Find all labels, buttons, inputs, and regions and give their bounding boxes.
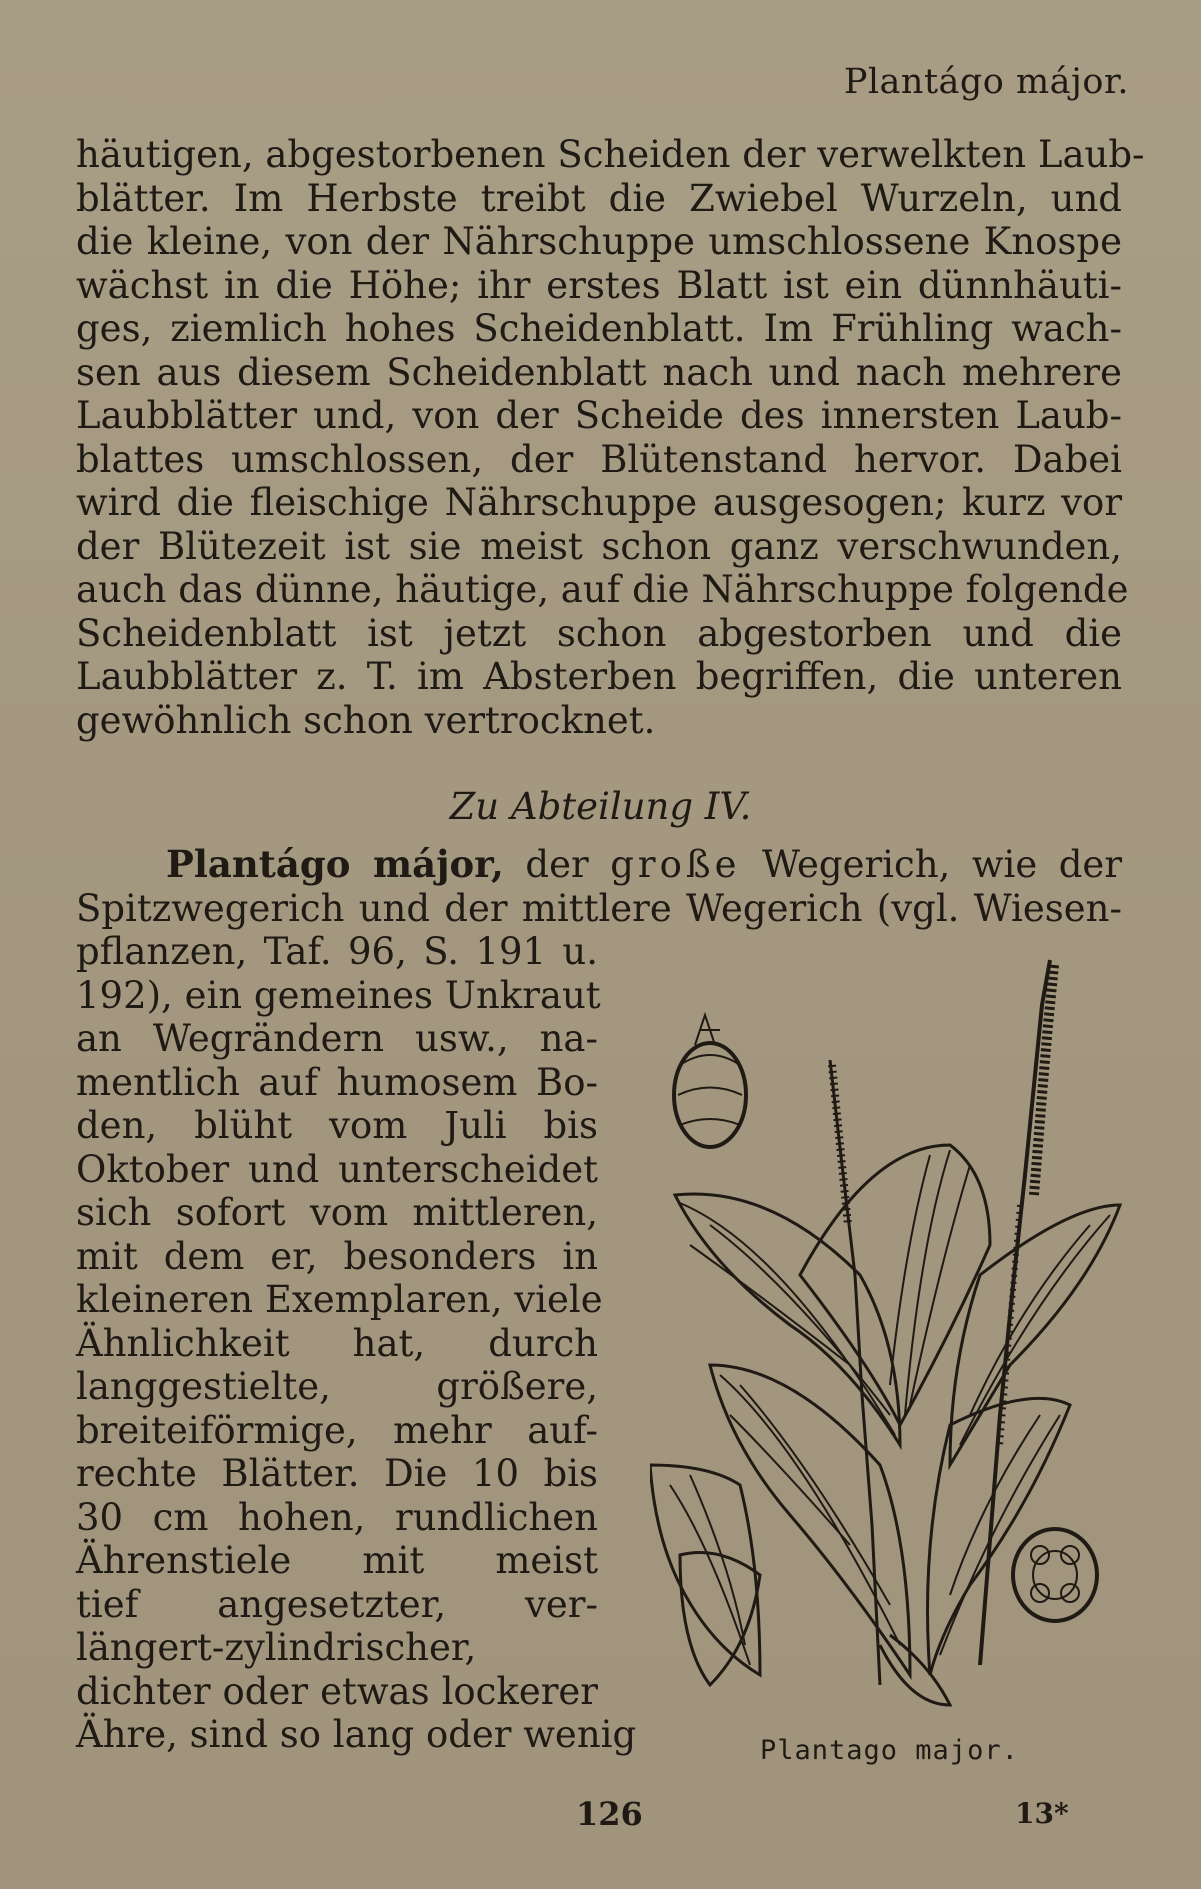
text-line: rechte Blätter. Die 10 bis bbox=[76, 1452, 598, 1495]
species-name: Plantágo májor, bbox=[166, 842, 504, 886]
lead-line-1: Plantágo májor, der große Wegerich, wie der bbox=[166, 842, 1123, 886]
text-line: 30 cm hohen, rundlichen bbox=[76, 1495, 598, 1539]
text-line: gewöhnlich schon vertrocknet. bbox=[76, 698, 656, 742]
text-line: Laubblätter und, von der Scheide des innersten Laub- bbox=[76, 394, 1122, 437]
text-line: blätter. Im Herbste treibt die Zwiebel Wurzeln, und bbox=[76, 176, 1122, 220]
text-line: an Wegrändern usw., na- bbox=[76, 1017, 598, 1060]
page-number: 126 bbox=[576, 1795, 643, 1833]
text-line: Ähnlichkeit hat, durch bbox=[76, 1321, 598, 1365]
text-line: Ähre, sind so lang oder wenig bbox=[76, 1713, 637, 1756]
text-line: den, blüht vom Juli bis bbox=[76, 1104, 598, 1147]
lead-paragraph bbox=[76, 843, 1122, 930]
text-line: dichter oder etwas lockerer bbox=[76, 1669, 598, 1713]
lead-line-2: Spitzwegerich und der mittlere Wegerich (vgl. Wiesen- bbox=[76, 886, 1122, 930]
text-line: der Blütezeit ist sie meist schon ganz verschwunden, bbox=[76, 524, 1122, 568]
text-line: breiteiförmige, mehr auf- bbox=[76, 1408, 598, 1452]
text-line: die kleine, von der Nährschuppe umschlossene Knospe bbox=[76, 220, 1122, 263]
text-line: blattes umschlossen, der Blütenstand hervor. Dabei bbox=[76, 437, 1122, 481]
text-line: langgestielte, größere, bbox=[76, 1365, 598, 1408]
text-line: Laubblätter z. T. im Absterben begriffen, die unteren bbox=[76, 655, 1122, 698]
text-line: mentlich auf humosem Bo- bbox=[76, 1060, 598, 1104]
section-heading: Zu Abteilung IV. bbox=[449, 785, 752, 828]
seed-cross-section-icon bbox=[1013, 1529, 1097, 1621]
text-line: auch das dünne, häutige, auf die Nährschuppe folgende bbox=[76, 568, 1129, 611]
text-line: sich sofort vom mittleren, bbox=[76, 1191, 598, 1234]
text-line: häutigen, abgestorbenen Scheiden der verwelkten Laub- bbox=[76, 133, 1145, 176]
running-head: Plantágo májor. bbox=[843, 62, 1129, 102]
signature-mark: 13* bbox=[1015, 1797, 1069, 1830]
seed-capsule-icon bbox=[674, 1015, 746, 1147]
text-line: mit dem er, besonders in bbox=[76, 1234, 598, 1278]
text-line: Oktober und unterscheidet bbox=[76, 1147, 598, 1191]
text-line: wächst in die Höhe; ihr erstes Blatt ist ein dünnhäuti- bbox=[76, 263, 1122, 307]
column-text bbox=[76, 930, 637, 1757]
text-line: sen aus diesem Scheidenblatt nach und nach mehrere bbox=[76, 350, 1122, 394]
spaced-word: große bbox=[610, 843, 741, 886]
text-line: längert-zylindrischer, bbox=[76, 1626, 477, 1669]
figure-caption: Plantago major. bbox=[760, 1735, 1019, 1766]
text-line: ges, ziemlich hohes Scheidenblatt. Im Frühling wach- bbox=[76, 307, 1122, 350]
plantago-illustration bbox=[650, 945, 1130, 1725]
text-line: Scheidenblatt ist jetzt schon abgestorben und die bbox=[76, 611, 1122, 655]
text-line: Ährenstiele mit meist bbox=[76, 1539, 598, 1582]
text-line: pflanzen, Taf. 96, S. 191 u. bbox=[76, 930, 598, 973]
paragraph-continued bbox=[76, 133, 1145, 742]
text-line: tief angesetzter, ver- bbox=[76, 1582, 598, 1626]
text-line: 192), ein gemeines Unkraut bbox=[76, 973, 601, 1017]
text-line: kleineren Exemplaren, viele bbox=[76, 1278, 603, 1321]
text-line: wird die fleischige Nährschuppe ausgesogen; kurz vor bbox=[76, 481, 1122, 524]
